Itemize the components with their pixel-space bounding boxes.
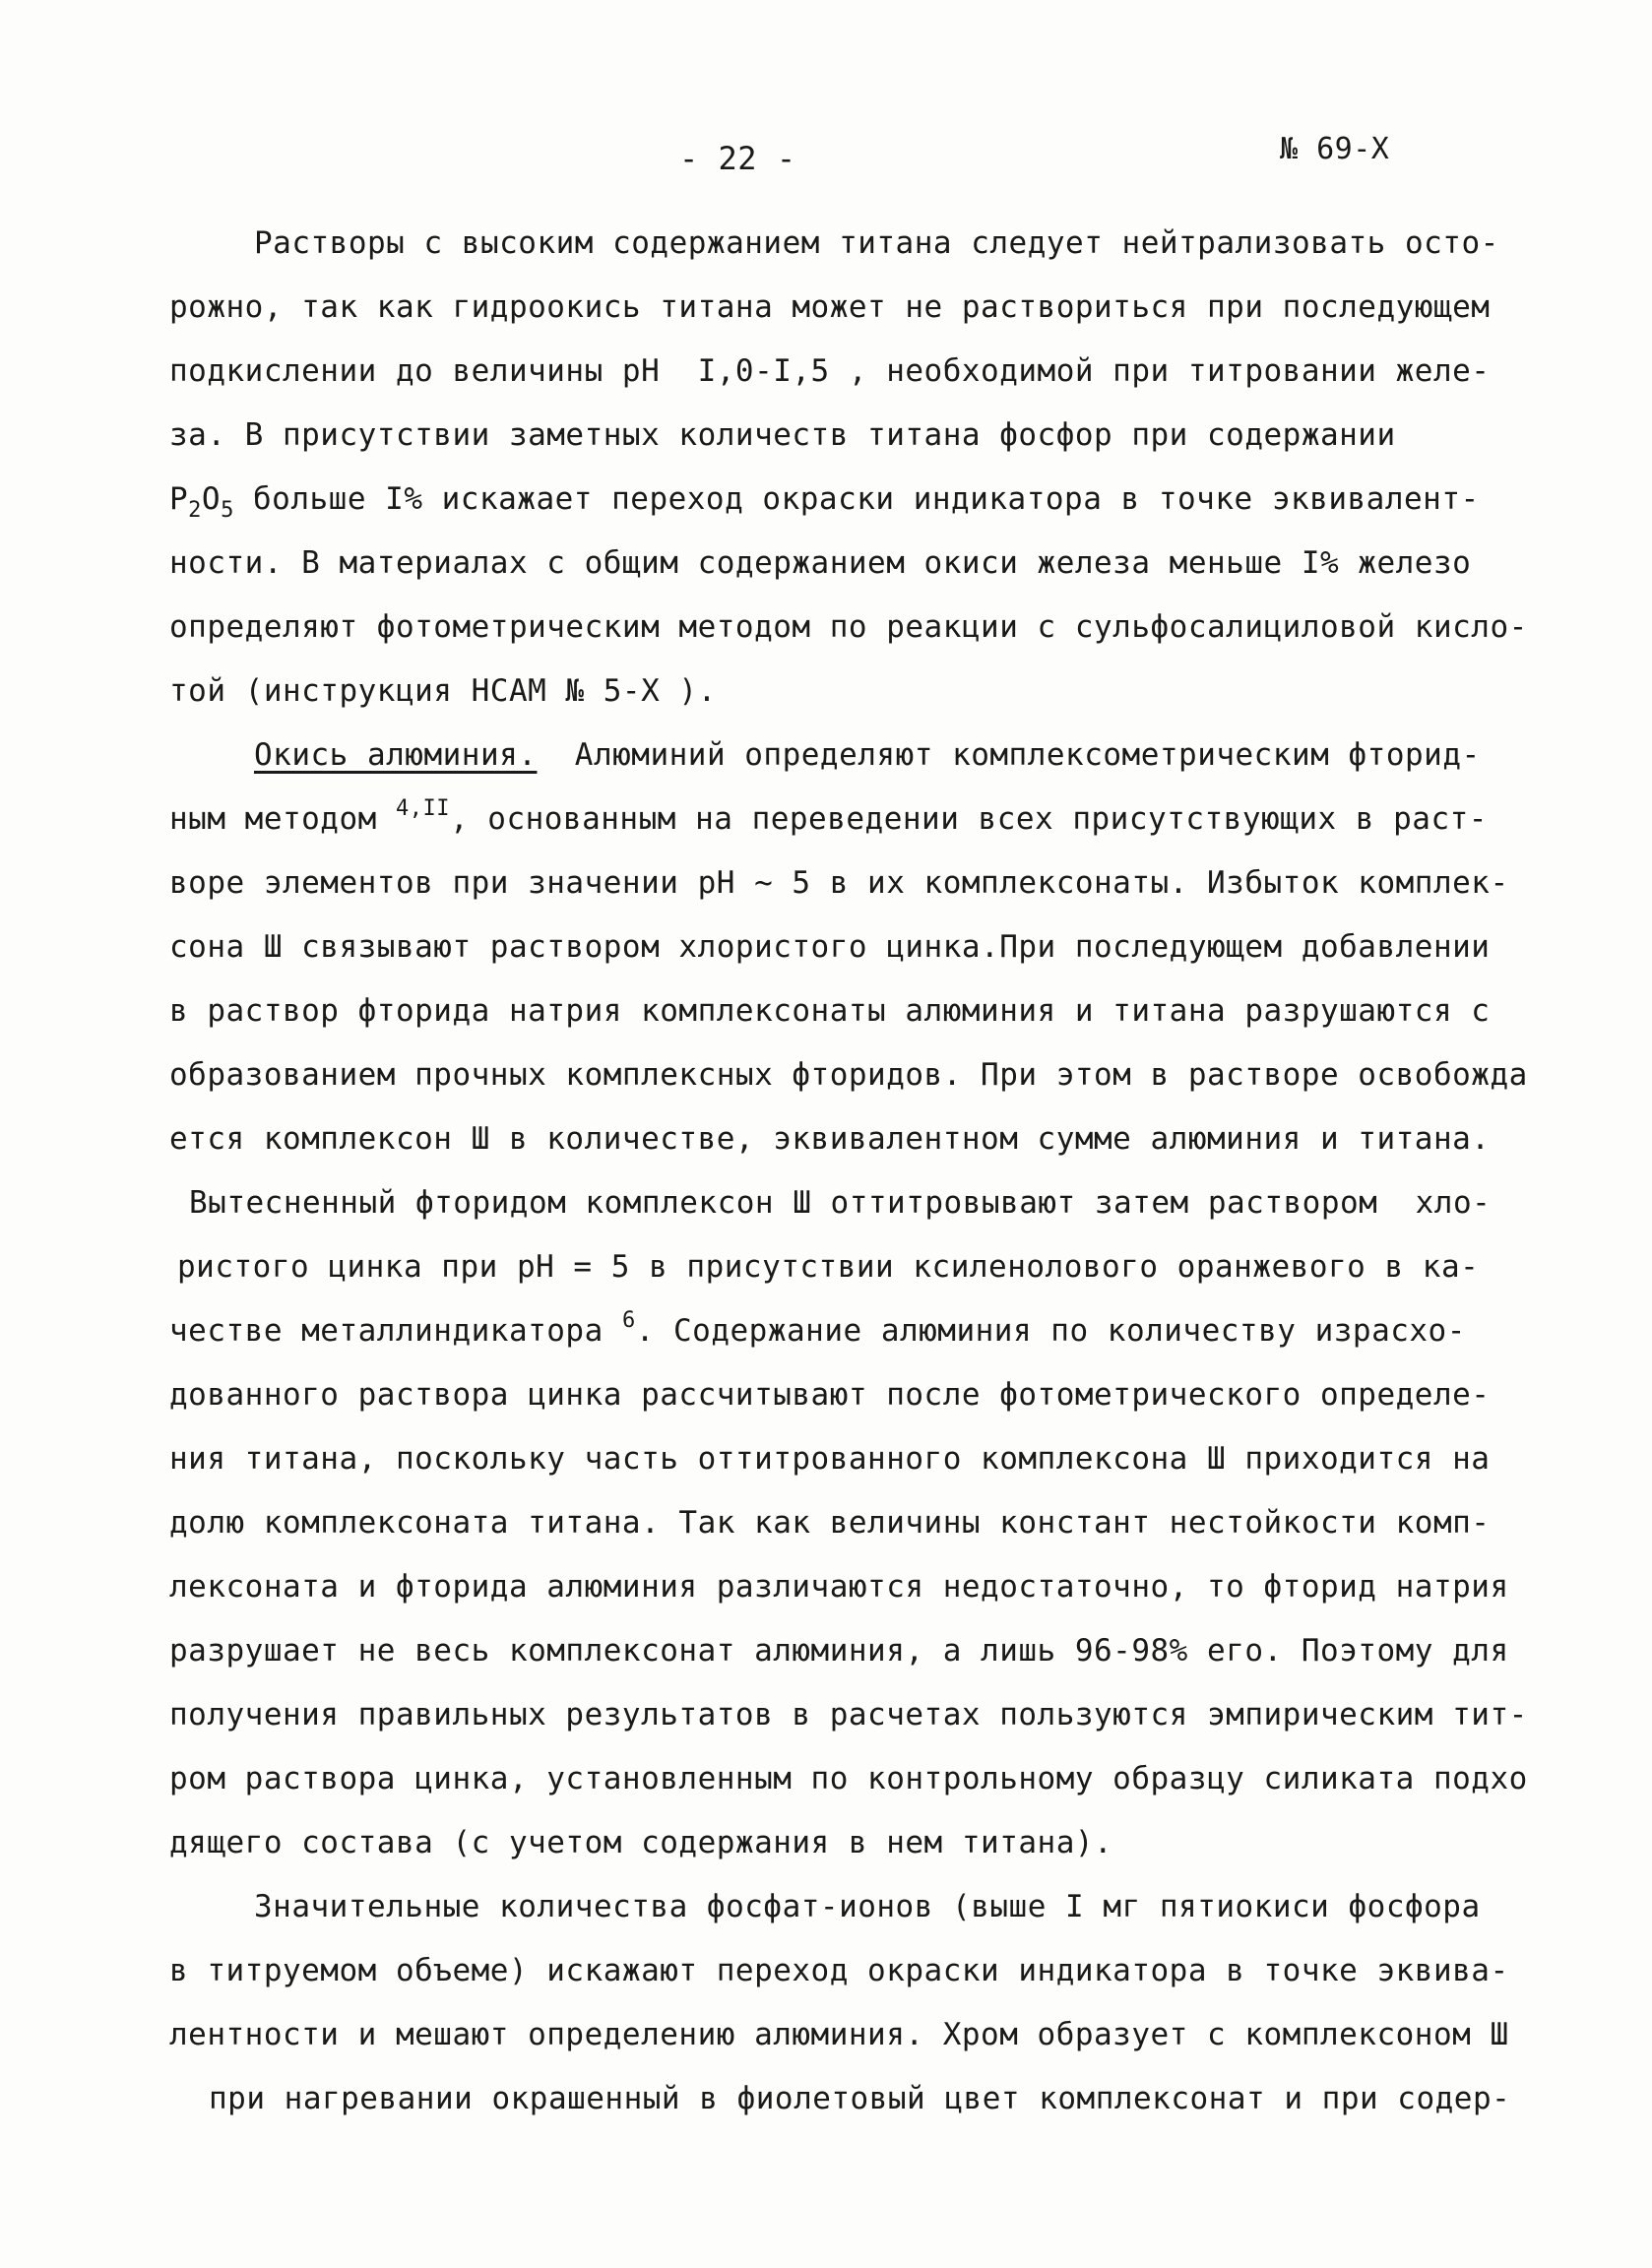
paragraph2-line3: воре элементов при значении рН ~ 5 в их комплексонаты. Избыток комплек- xyxy=(169,865,1509,901)
reference-superscript-6: 6 xyxy=(621,1308,636,1333)
paragraph2-line1 xyxy=(254,737,1481,773)
formula-p: Р xyxy=(169,481,189,517)
paragraph1-line3: подкислении до величины рН I,0-I,5 , необходимой при титровании желе- xyxy=(169,353,1491,389)
paragraph2-line16: получения правильных результатов в расчетах пользуются эмпирическим тит- xyxy=(169,1697,1528,1732)
paragraph2-line10-a: честве металлиндикатора xyxy=(169,1313,622,1349)
paragraph3-line4: при нагревании окрашенный в фиолетовый цвет комплексонат и при содер- xyxy=(209,2081,1511,2116)
paragraph3-line1: Значительные количества фосфат-ионов (выше I мг пятиокиси фосфора xyxy=(254,1889,1481,1924)
section-heading-aluminum-oxide: Окись алюминия. xyxy=(254,737,538,773)
paragraph2-line2-a: ным методом xyxy=(169,801,396,837)
paragraph2-line14: лексоната и фторида алюминия различаются недостаточно, то фторид натрия xyxy=(169,1569,1509,1605)
paragraph2-line8: Вытесненный фторидом комплексон Ш оттитровывают затем раствором хло- xyxy=(189,1185,1492,1221)
paragraph2-line10-b: . Содержание алюминия по количеству израсхо- xyxy=(635,1313,1466,1349)
paragraph1-line5 xyxy=(169,481,1480,523)
paragraph2-line17: ром раствора цинка, установленным по контрольному образцу силиката подхо xyxy=(169,1761,1528,1796)
formula-sub-5: 5 xyxy=(221,498,234,523)
paragraph2-line18: дящего состава (с учетом содержания в нем титана). xyxy=(169,1825,1113,1860)
formula-o: О xyxy=(201,481,222,517)
paragraph2-line2 xyxy=(169,796,1488,837)
paragraph2-line1-text: Алюминий определяют комплексометрическим фторид- xyxy=(537,737,1481,773)
paragraph1-line8: той (инструкция НСАМ № 5-Х ). xyxy=(169,673,717,709)
paragraph2-line5: в раствор фторида натрия комплексонаты алюминия и титана разрушаются с xyxy=(169,993,1491,1029)
paragraph2-line7: ется комплексон Ш в количестве, эквивалентном сумме алюминия и титана. xyxy=(169,1121,1491,1157)
document-number: № 69-Х xyxy=(1280,132,1390,166)
paragraph2-line9: ристого цинка при рН = 5 в присутствии ксиленолового оранжевого в ка- xyxy=(177,1249,1480,1285)
paragraph1-line4: за. В присутствии заметных количеств титана фосфор при содержании xyxy=(169,417,1396,453)
formula-sub-2: 2 xyxy=(188,498,202,523)
paragraph3-line3: лентности и мешают определению алюминия. Хром образует с комплексоном Ш xyxy=(169,2017,1509,2052)
paragraph1-line1: Растворы с высоким содержанием титана следует нейтрализовать осто- xyxy=(254,225,1499,261)
paragraph1-line5-text: больше I% искажает переход окраски индикатора в точке эквивалент- xyxy=(233,481,1480,517)
paragraph2-line6: образованием прочных комплексных фторидов. При этом в растворе освобожда xyxy=(169,1057,1528,1093)
reference-superscript-4-11: 4,II xyxy=(395,796,450,821)
paragraph1-line7: определяют фотометрическим методом по реакции с сульфосалициловой кисло- xyxy=(169,609,1528,645)
paragraph3-line2: в титруемом объеме) искажают переход окраски индикатора в точке эквива- xyxy=(169,1953,1509,1988)
paragraph2-line12: ния титана, поскольку часть оттитрованного комплексона Ш приходится на xyxy=(169,1441,1491,1477)
page-number: - 22 - xyxy=(679,140,796,177)
paragraph2-line11: дованного раствора цинка рассчитывают после фотометрического определе- xyxy=(169,1377,1491,1413)
paragraph2-line2-b: , основанным на переведении всех присутствующих в раст- xyxy=(449,801,1488,837)
paragraph2-line4: сона Ш связывают раствором хлористого цинка.При последующем добавлении xyxy=(169,929,1491,965)
paragraph2-line10 xyxy=(169,1308,1466,1349)
paragraph1-line6: ности. В материалах с общим содержанием окиси железа меньше I% железо xyxy=(169,545,1472,581)
paragraph2-line13: долю комплексоната титана. Так как величины констант нестойкости комп- xyxy=(169,1505,1491,1541)
paragraph1-line2: рожно, так как гидроокись титана может не раствориться при последующем xyxy=(169,289,1491,325)
paragraph2-line15: разрушает не весь комплексонат алюминия, а лишь 96-98% его. Поэтому для xyxy=(169,1633,1509,1669)
